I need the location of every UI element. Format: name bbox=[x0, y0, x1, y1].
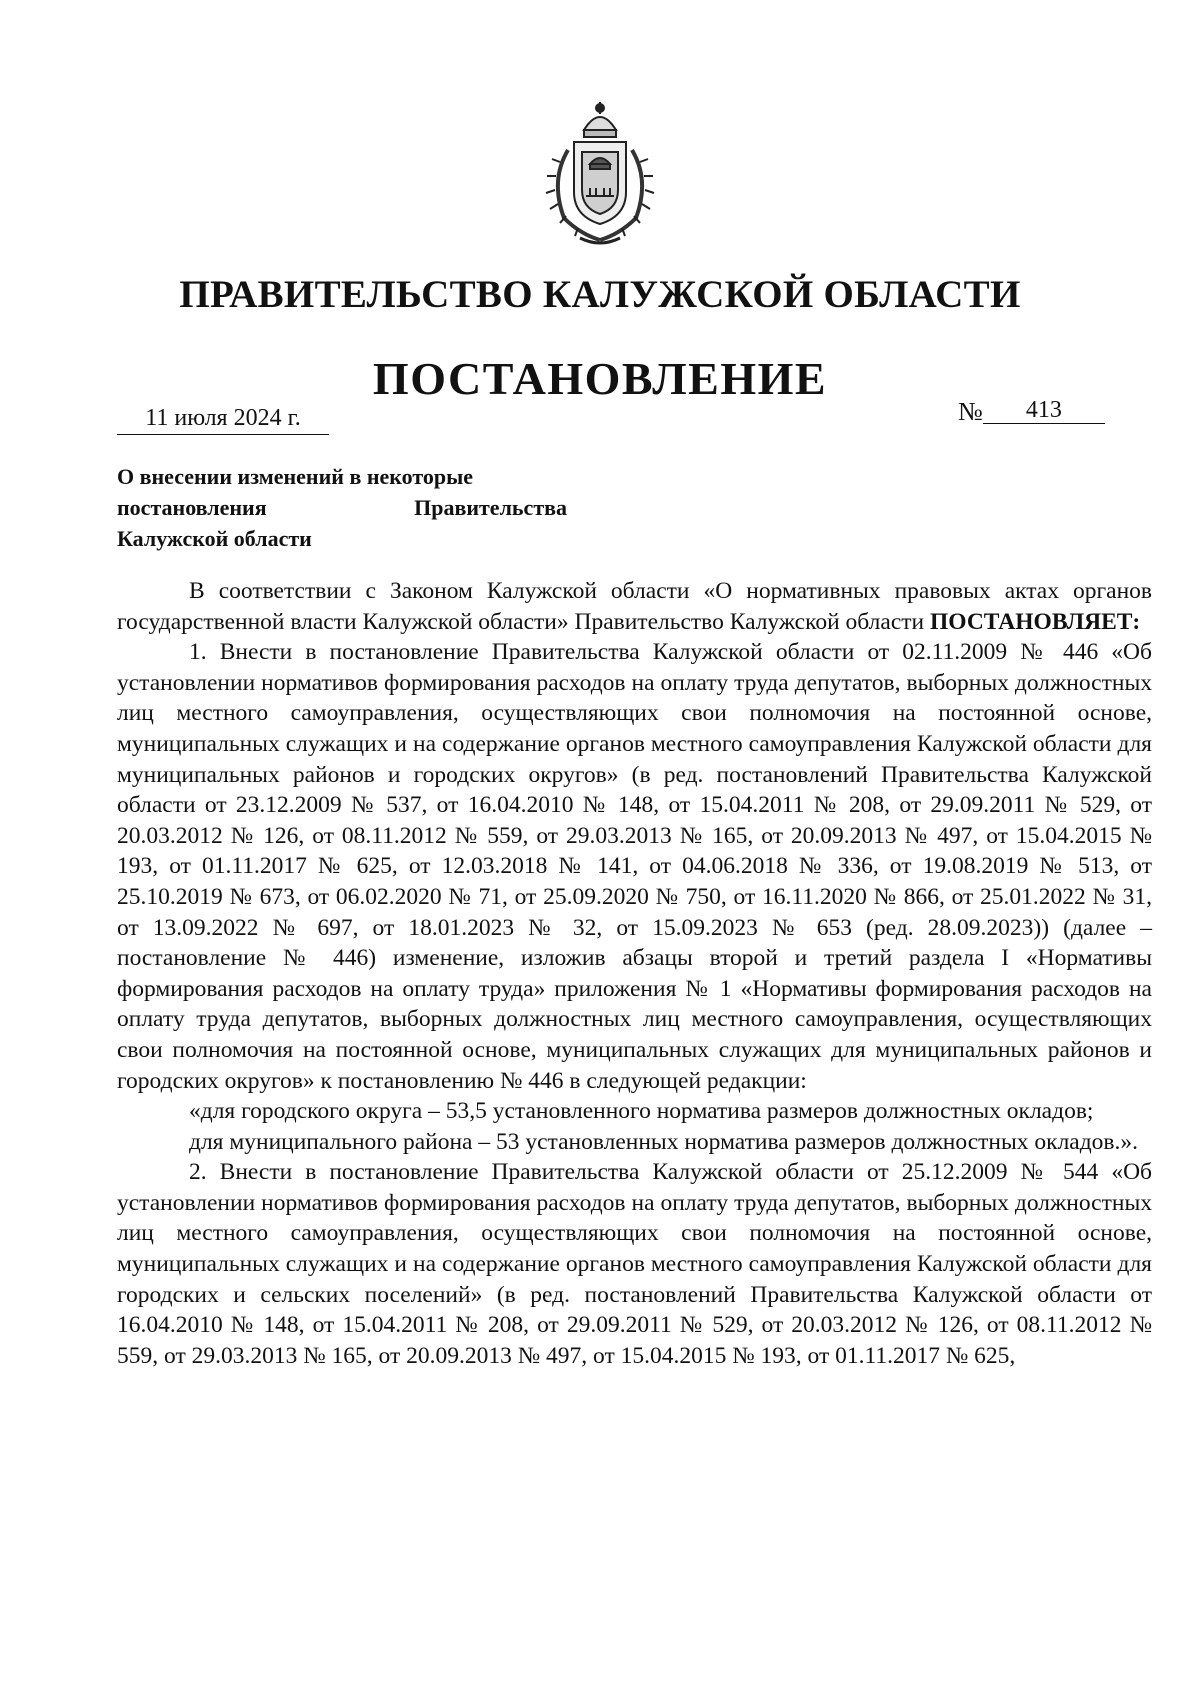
document-date: 11 июля 2024 г. bbox=[117, 402, 329, 435]
subject-line-2: постановления Правительства bbox=[117, 495, 567, 520]
quote-line-2: для муниципального района – 53 установленных норматива размеров должностных окладов.». bbox=[189, 1128, 1139, 1155]
coat-of-arms-icon bbox=[540, 100, 660, 250]
preamble-paragraph bbox=[117, 576, 1152, 637]
number-label: № bbox=[958, 397, 983, 426]
quote-line-1: «для городского округа – 53,5 установленного норматива размеров должностных окладов; bbox=[189, 1098, 1094, 1125]
document-type: ПОСТАНОВЛЕНИЕ bbox=[372, 353, 828, 404]
subject-line-3: Калужской области bbox=[117, 526, 312, 551]
resolves-word: ПОСТАНОВЛЯЕТ: bbox=[929, 608, 1141, 635]
preamble-text: В соответствии с Законом Калужской области «О нормативных правовых актах органов государственной власти Калужской области» Правительство Калужской области bbox=[117, 578, 1152, 635]
document-body bbox=[117, 576, 1152, 1371]
document-subject bbox=[117, 461, 567, 554]
paragraph-1: 1. Внести в постановление Правительства Калужской области от 02.11.2009 № 446 «Об установлении нормативов формирования расходов на оплату труда депутатов, выборных должностных лиц местного самоуправления, осуществляющих свои полномочия на постоянной основе, муниципальных служащих и на содержание органов местного самоуправления Калужской области для муниципальных районов и городских округов» (в ред. постановлений Правительства Калужской области от 23.12.2009 № 537, от 16.04.2010 № 148, от 15.04.2011 № 208, от 29.09.2011 № 529, от 20.03.2012 № 126, от 08.11.2012 № 559, от 29.03.2013 № 165, от 20.09.2013 № 497, от 15.04.2015 № 193, от 01.11.2017 № 625, от 12.03.2018 № 141, от 04.06.2018 № 336, от 19.08.2019 № 513, от 25.10.2019 № 673, от 06.02.2020 № 71, от 25.09.2020 № 750, от 16.11.2020 № 866, от 25.01.2022 № 31, от 13.09.2022 № 697, от 18.01.2023 № 32, от 15.09.2023 № 653 (ред. 28.09.2023)) (далее – постановление № 446) изменение, изложив абзацы второй и третий раздела I «Нормативы формирования расходов на оплату труда» приложения № 1 «Нормативы формирования расходов на оплату труда депутатов, выборных должностных лиц местного самоуправления, осуществляющих свои полномочия на постоянной основе, муниципальных служащих для муниципальных районов и городских округов» к постановлению № 446 в следующей редакции: bbox=[117, 639, 1152, 1094]
document-number-block bbox=[958, 394, 1105, 430]
document-number: 413 bbox=[983, 397, 1105, 424]
subject-line-1: О внесении изменений в некоторые bbox=[117, 464, 474, 489]
government-title: ПРАВИТЕЛЬСТВО КАЛУЖСКОЙ ОБЛАСТИ bbox=[179, 273, 1021, 316]
paragraph-2: 2. Внести в постановление Правительства Калужской области от 25.12.2009 № 544 «Об установлении нормативов формирования расходов на оплату труда депутатов, выборных должностных лиц местного самоуправления, осуществляющих свои полномочия на постоянной основе, муниципальных служащих и на содержание органов местного самоуправления Калужской области для городских и сельских поселений» (в ред. постановлений Правительства Калужской области от 16.04.2010 № 148, от 15.04.2011 № 208, от 29.09.2011 № 529, от 20.03.2012 № 126, от 08.11.2012 № 559, от 29.03.2013 № 165, от 20.09.2013 № 497, от 15.04.2015 № 193, от 01.11.2017 № 625, bbox=[117, 1159, 1152, 1369]
